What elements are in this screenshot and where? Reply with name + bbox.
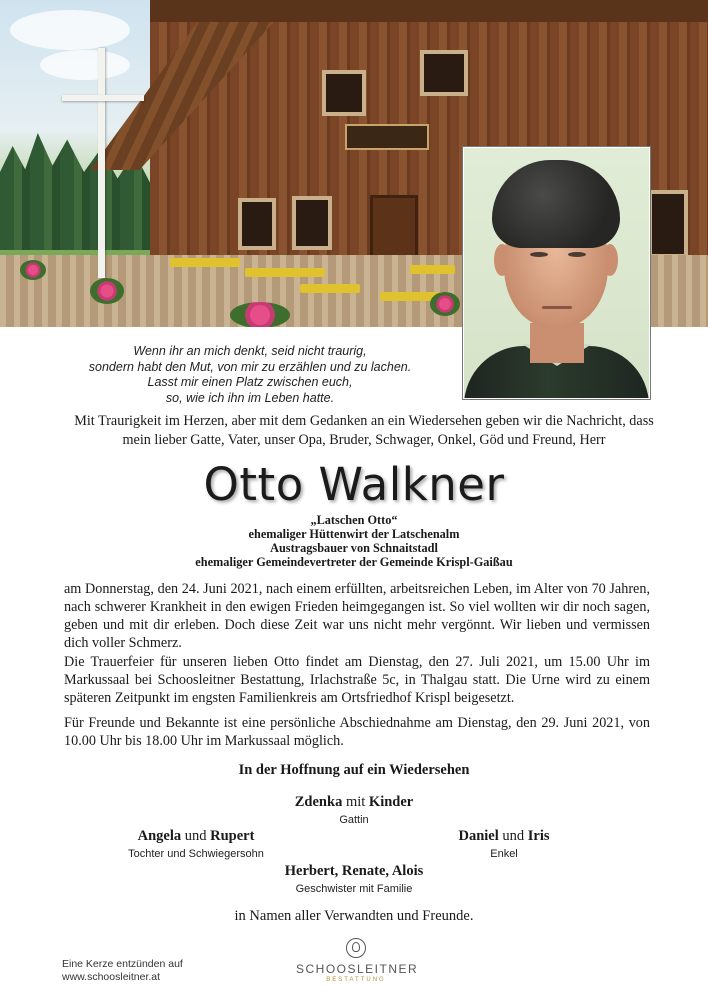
poem-line: so, wie ich ihn im Leben hatte. xyxy=(165,390,335,405)
rose-icon xyxy=(346,938,366,958)
portrait-photo xyxy=(463,147,650,399)
funeral-info-paragraph: Die Trauerfeier für unseren lieben Otto findet am Dienstag, den 27. Juli 2021, um 15.00 Uhr im Markussaal bei Schoosleitner Bestattung, Irlachstraße 5c, in Thalgau statt. Die Urne wird zu einem späteren Zeitpunkt im engsten Familienkreis am Ortsfriedhof Krispl beigesetzt. xyxy=(64,654,650,706)
deceased-titles xyxy=(0,513,708,569)
family-role: Enkel xyxy=(490,848,518,860)
family-name: Iris xyxy=(527,828,550,844)
candle-text: Eine Kerze entzünden auf xyxy=(62,958,183,970)
title-line: ehemaliger Hüttenwirt der Latschenalm xyxy=(248,527,460,541)
title-line: „Latschen Otto“ xyxy=(310,513,398,527)
closing-line: in Namen aller Verwandten und Freunde. xyxy=(234,908,474,924)
family-name: Daniel xyxy=(458,828,499,844)
family-name: Zdenka xyxy=(294,794,343,810)
candle-link[interactable]: www.schoosleitner.at xyxy=(62,971,161,983)
poem-line: sondern habt den Mut, von mir zu erzählen und zu lachen. xyxy=(88,359,412,374)
family-name: Herbert, Renate, Alois xyxy=(284,863,424,879)
family-daughter xyxy=(86,828,306,860)
family-siblings xyxy=(204,863,504,895)
family-join: und xyxy=(498,828,528,844)
family-spouse xyxy=(204,794,504,826)
memorial-poem xyxy=(60,344,440,406)
poem-line: Lasst mir einen Platz zwischen euch, xyxy=(147,375,353,389)
poem-line: Wenn ihr an mich denkt, seid nicht traurig, xyxy=(133,344,367,358)
hope-line: In der Hoffnung auf ein Wiedersehen xyxy=(238,762,470,778)
family-name: Kinder xyxy=(368,794,414,810)
deceased-name: Otto Walkner xyxy=(203,458,505,511)
wooden-cross xyxy=(98,48,105,278)
family-grandchildren xyxy=(404,828,604,860)
candle-notice xyxy=(62,958,183,984)
logo-subtitle: BESTATTUNG xyxy=(326,977,386,983)
title-line: Austragsbauer von Schnaitstadl xyxy=(270,541,438,555)
farewell-info-paragraph: Für Freunde und Bekannte ist eine persönliche Abschiednahme am Dienstag, den 29. Juni 2021, von 10.00 Uhr bis 18.00 Uhr im Markussaal möglich. xyxy=(64,715,650,749)
intro-text: Mit Traurigkeit im Herzen, aber mit dem Gedanken an ein Wiedersehen geben wir die Nachricht, dass mein lieber Gatte, Vater, unser Opa, Bruder, Schwager, Onkel, Göd und Freund, Herr xyxy=(74,413,654,448)
funeral-home-logo xyxy=(296,938,419,983)
family-join: mit xyxy=(342,794,369,810)
family-role: Geschwister mit Familie xyxy=(295,883,413,895)
title-line: ehemaliger Gemeindevertreter der Gemeinde Krispl-Gaißau xyxy=(195,555,513,569)
family-name: Angela xyxy=(137,828,182,844)
death-notice-paragraph: am Donnerstag, den 24. Juni 2021, nach einem erfüllten, arbeitsreichen Leben, im Alter von 70 Jahren, nach schwerer Krankheit in den ewigen Frieden heimgegangen ist. So viel wollten wir dir noch sagen, geben und mit dir erleben. Doch diese Zeit war uns nicht mehr vergönnt. Wir lieben und vermissen dich voller Schmerz. xyxy=(64,581,650,651)
family-name: Rupert xyxy=(210,828,255,844)
logo-name: SCHOOSLEITNER xyxy=(296,962,419,976)
family-join: und xyxy=(181,828,211,844)
family-role: Gattin xyxy=(339,814,369,826)
family-role: Tochter und Schwiegersohn xyxy=(128,848,264,860)
